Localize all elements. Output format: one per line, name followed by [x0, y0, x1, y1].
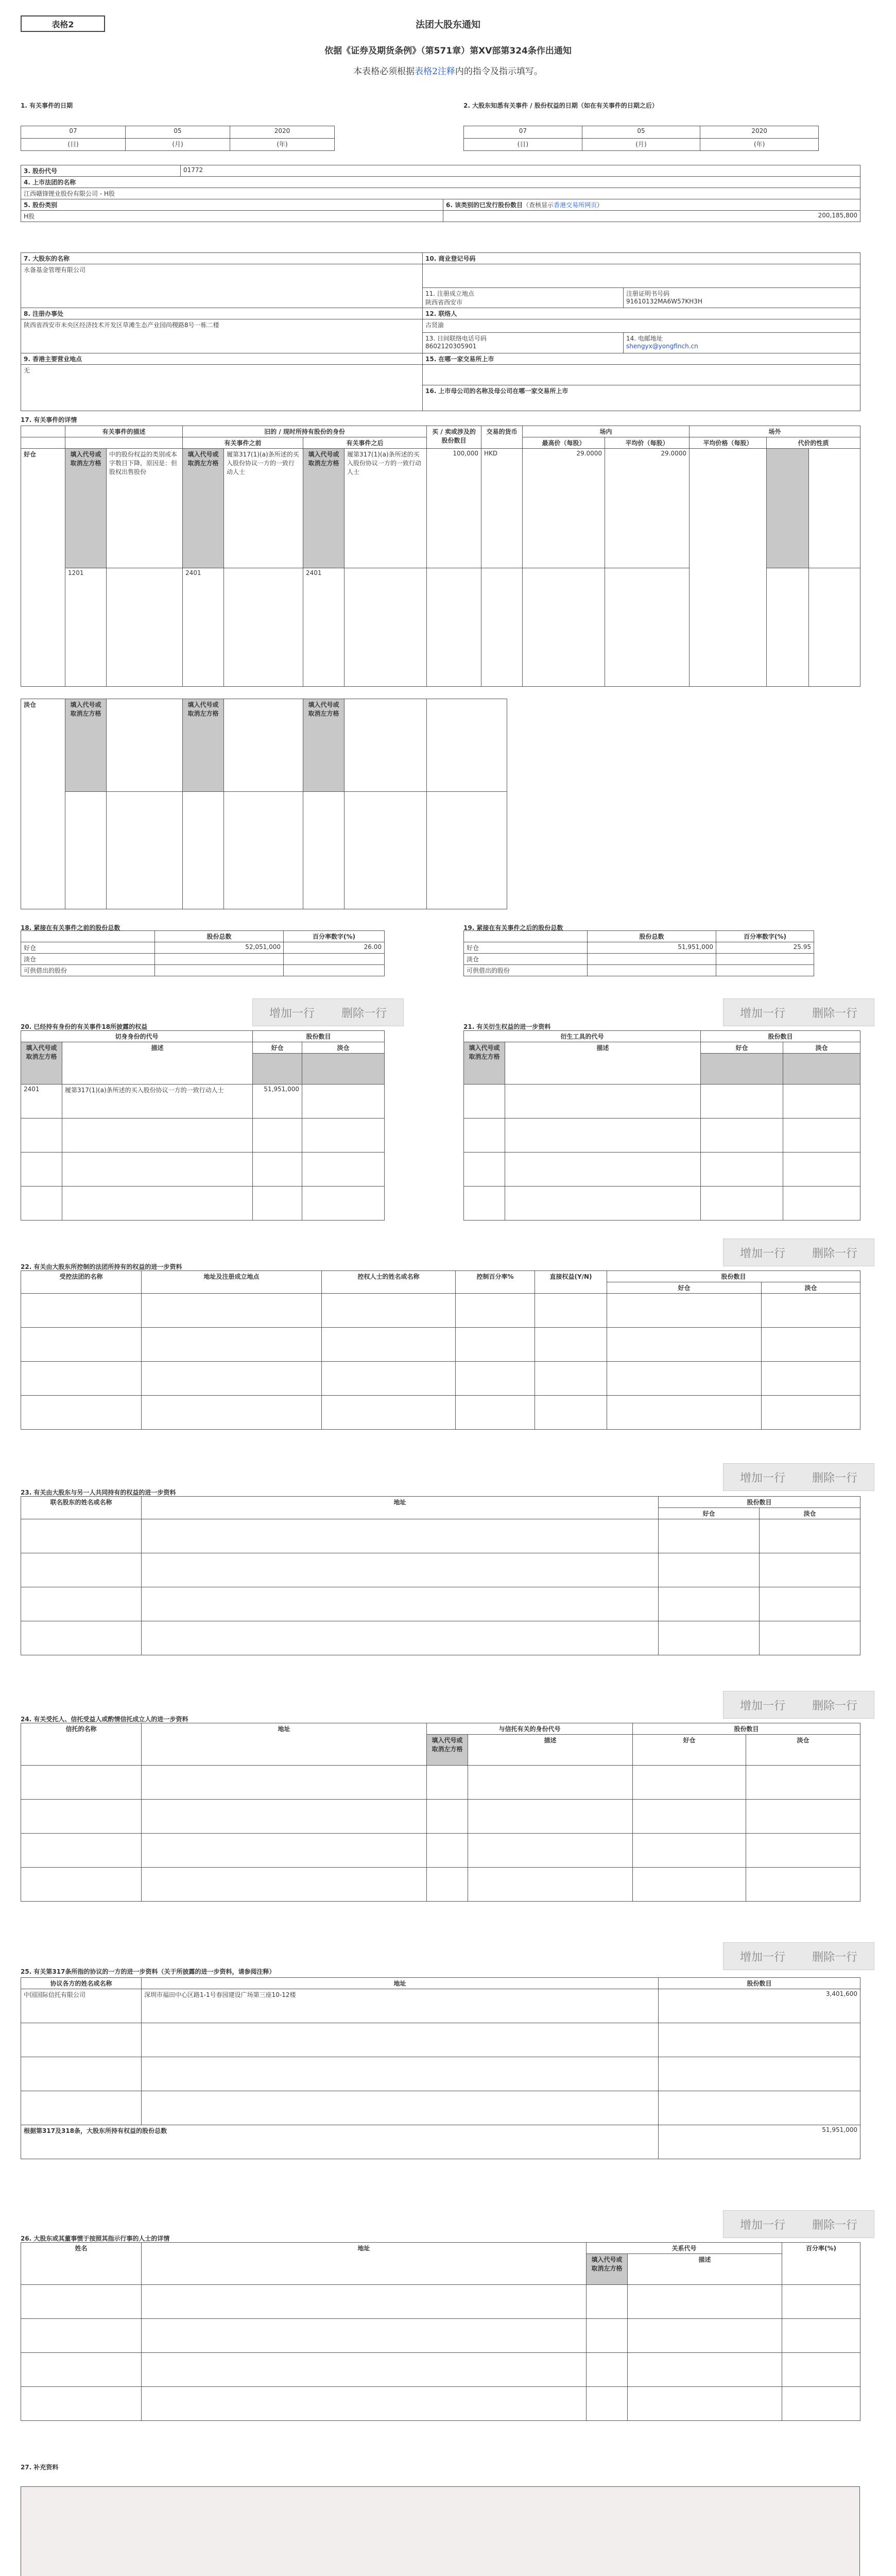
sec24-h-trust: 信托的名称 — [21, 1723, 142, 1766]
sec8-label: 8. 注册办事处 — [21, 308, 423, 319]
sec2-month[interactable]: 05 — [582, 126, 700, 139]
sec23-h-address: 地址 — [142, 1497, 659, 1519]
sec12-label: 12. 联络人 — [423, 308, 860, 319]
page-subtitle: 依据《证券及期货条例》（第571章）第XV部第324条作出通知 — [324, 46, 572, 56]
short-code-head-2: 填入代号或取消左方格 — [183, 699, 224, 792]
sec21-h-code: 衍生工具的代号 — [464, 1031, 701, 1042]
sec19-long-shares[interactable]: 51,951,000 — [588, 942, 716, 954]
sec11-cell[interactable]: 11. 注册成立地点 陕西省西安市 — [423, 288, 624, 308]
short-code-head-1: 填入代号或取消左方格 — [65, 699, 107, 792]
sec21-delete-row-button[interactable]: 删除一行 — [812, 1007, 857, 1020]
h-off-exchange: 场外 — [690, 426, 860, 437]
sec26-row-buttons — [723, 2210, 874, 2238]
issued-shares[interactable]: 200,185,800 — [443, 211, 860, 222]
sec25-table — [21, 1977, 860, 2159]
sec19-row-label: 好仓 — [464, 942, 588, 954]
off-avg-price[interactable] — [690, 449, 767, 687]
sec2-date — [463, 126, 819, 151]
holder-name[interactable]: 永备基金管理有限公司 — [21, 264, 423, 308]
stock-code[interactable]: 01772 — [181, 165, 860, 177]
sec25-delete-row-button[interactable]: 删除一行 — [812, 1951, 857, 1964]
sec20-h-shares: 股份数目 — [253, 1031, 385, 1042]
h-after: 有关事件之后 — [303, 437, 427, 449]
sec24-h-shares: 股份数目 — [633, 1723, 860, 1735]
sec24-code-head: 填入代号或取消左方格 — [427, 1735, 468, 1766]
sec2-label: 2. 大股东知悉有关事件 / 股份权益的日期（如在有关事件的日期之后） — [463, 102, 658, 109]
sec18-row-label: 淡仓 — [21, 954, 155, 965]
sec25-total-label: 根据第317及318条，大股东所持有权益的股份总数 — [21, 2125, 659, 2159]
sec25-h-address: 地址 — [142, 1978, 659, 1989]
sec23-h-shares: 股份数目 — [659, 1497, 860, 1508]
sec4-label: 4. 上市法团的名称 — [21, 177, 860, 188]
sec1-date — [21, 126, 335, 151]
sec19-row-label: 可供借出的股份 — [464, 965, 588, 976]
sec15-label: 15. 在哪一家交易所上市 — [423, 353, 860, 365]
sec24-h-long: 好仓 — [633, 1735, 746, 1766]
event-short-table — [21, 699, 507, 909]
sec20-row-desc[interactable]: 履第317(1)(a)条所述的买入股份协议一方的一致行动人士 — [62, 1084, 253, 1118]
sec18-short-pct[interactable] — [284, 954, 385, 965]
sec26-h-address: 地址 — [142, 2243, 587, 2285]
sec22-h-direct: 直接权益(Y/N) — [535, 1271, 607, 1294]
code-1[interactable]: 1201 — [65, 568, 107, 687]
sec21-h-short: 淡仓 — [783, 1042, 860, 1054]
sec1-year[interactable]: 2020 — [230, 126, 335, 139]
sec22-h-long: 好仓 — [607, 1282, 762, 1294]
h-before: 有关事件之前 — [183, 437, 303, 449]
sec16-label: 16. 上市母公司的名称及母公司在哪一家交易所上市 — [423, 385, 860, 411]
sec20-row-long[interactable]: 51,951,000 — [253, 1084, 302, 1118]
sec26-label: 26. 大股东或其董事惯于按照其指示行事的人士的详情 — [21, 2235, 170, 2242]
sec22-table — [21, 1270, 860, 1430]
code-head-1: 填入代号或取消左方格 — [65, 449, 107, 568]
h-on-exchange: 场内 — [523, 426, 690, 437]
sec21-h-long: 好仓 — [701, 1042, 783, 1054]
consideration-desc[interactable] — [809, 449, 860, 568]
code-head-3: 填入代号或取消左方格 — [303, 449, 344, 568]
sec18-long-pct[interactable]: 26.00 — [284, 942, 385, 954]
sec24-label: 24. 有关受托人、信托受益人或酌情信托成立人的进一步资料 — [21, 1716, 188, 1723]
sec10-label: 10. 商业登记号码 — [423, 253, 860, 264]
sec18-short-shares[interactable] — [155, 954, 284, 965]
sec2-day[interactable]: 07 — [464, 126, 582, 139]
sec2-unit-year: (年) — [700, 139, 819, 151]
sec23-add-row-button[interactable]: 增加一行 — [739, 1471, 785, 1485]
sec2-unit-month: (月) — [582, 139, 700, 151]
shares-involved[interactable]: 100,000 — [427, 449, 481, 568]
code-3[interactable]: 2401 — [303, 568, 344, 687]
sec22-label: 22. 有关由大股东所控制的法团所持有的权益的进一步资料 — [21, 1263, 182, 1270]
instruction: 本表格必须根据表格2注释内的指令及指示填写。 — [353, 66, 543, 77]
sec24-h-desc: 描述 — [468, 1735, 633, 1766]
sec7-label: 7. 大股东的名称 — [21, 253, 423, 264]
share-class[interactable]: H股 — [21, 211, 443, 222]
sec22-h-controller: 控权人士的姓名或名称 — [322, 1271, 456, 1294]
sec20-add-row-button[interactable]: 增加一行 — [269, 1007, 315, 1020]
sec18-row-label: 好仓 — [21, 942, 155, 954]
issuer-table — [21, 165, 860, 222]
h-consideration: 代价的性质 — [767, 437, 860, 449]
sec21-row-buttons — [723, 998, 874, 1026]
h-capacity: 旧的 / 现时所持有股份的身份 — [183, 426, 427, 437]
exchange-listed[interactable] — [423, 365, 860, 385]
sec3-label: 3. 股份代号 — [21, 165, 181, 177]
sec24-table — [21, 1723, 860, 1902]
sec25-row-shares[interactable]: 3,401,600 — [659, 1989, 860, 2023]
sec21-table — [463, 1030, 860, 1221]
sec19-short-shares[interactable] — [588, 954, 716, 965]
sec20-delete-row-button[interactable]: 删除一行 — [341, 1007, 387, 1020]
sec1-unit-month: (月) — [126, 139, 230, 151]
sec25-h-shares: 股份数目 — [659, 1978, 860, 1989]
h-shares-involved: 买 / 卖或涉及的股份数目 — [427, 426, 481, 449]
sec2-unit-day: (日) — [464, 139, 582, 151]
sec25-row-party[interactable]: 中国国际信托有限公司 — [21, 1989, 142, 2023]
sec1-label: 1. 有关事件的日期 — [21, 102, 73, 109]
sec20-h-long: 好仓 — [253, 1042, 302, 1054]
sec18-long-shares[interactable]: 52,051,000 — [155, 942, 284, 954]
sec5-label: 5. 股份类别 — [21, 199, 443, 211]
sec18-row-label: 可供借出的股份 — [21, 965, 155, 976]
sec26-h-name: 姓名 — [21, 2243, 142, 2285]
sec23-delete-row-button[interactable]: 删除一行 — [812, 1471, 857, 1485]
sec24-h-address: 地址 — [142, 1723, 427, 1766]
sec25-h-party: 协议各方的姓名或名称 — [21, 1978, 142, 1989]
h-highest: 最高价（每股） — [523, 437, 605, 449]
sec20-label: 20. 已经持有身份的有关事件18所披露的权益 — [21, 1023, 148, 1030]
sec25-total[interactable]: 51,951,000 — [659, 2125, 860, 2159]
sec19-long-pct[interactable]: 25.95 — [716, 942, 814, 954]
sec19-h2: 百分率数字(%) — [716, 931, 814, 942]
page-title: 法团大股东通知 — [416, 20, 480, 30]
contact-person[interactable]: 古贤渝 — [423, 319, 860, 333]
hkex-link[interactable]: 香港交易所网页 — [554, 201, 597, 209]
sec19-lending-shares[interactable] — [588, 965, 716, 976]
sec18-lending-pct[interactable] — [284, 965, 385, 976]
sec20-code-head: 填入代号或取消左方格 — [21, 1042, 62, 1084]
consideration-code[interactable] — [767, 449, 809, 568]
sec22-h-shares: 股份数目 — [607, 1271, 860, 1282]
sec26-add-row-button[interactable]: 增加一行 — [739, 2218, 785, 2232]
sec26-table — [21, 2242, 860, 2421]
sec20-h-desc: 描述 — [62, 1042, 253, 1084]
supplementary-info[interactable] — [21, 2486, 860, 2576]
sec2-year[interactable]: 2020 — [700, 126, 819, 139]
sec14-cell[interactable]: 14. 电邮地址 shengyx@yongfinch.cn — [624, 333, 860, 353]
instruction-link[interactable]: 表格2注释 — [415, 66, 455, 77]
sec19-h1: 股份总数 — [588, 931, 716, 942]
h-event-desc: 有关事件的描述 — [65, 426, 183, 437]
issuer-name[interactable]: 江西赣锋锂业股份有限公司 - H股 — [21, 188, 860, 199]
sec25-label: 25. 有关第317条所指的协议的一方的进一步资料（关于所披露的进一步资料，请参阅注释） — [21, 1968, 275, 1975]
sec20-row-buttons — [252, 998, 404, 1026]
sec22-add-row-button[interactable]: 增加一行 — [739, 1247, 785, 1260]
short-code-head-3: 填入代号或取消左方格 — [303, 699, 344, 792]
before-totals-table — [21, 930, 385, 976]
sec25-row-buttons — [723, 1942, 874, 1970]
sec1-month[interactable]: 05 — [126, 126, 230, 139]
long-label: 好仓 — [21, 449, 65, 687]
sec23-h-name: 联名股东的姓名或名称 — [21, 1497, 142, 1519]
sec19-short-pct[interactable] — [716, 954, 814, 965]
average-price[interactable]: 29.0000 — [605, 449, 690, 568]
sec1-day[interactable]: 07 — [21, 126, 126, 139]
sec19-row-label: 淡仓 — [464, 954, 588, 965]
sec11b-cell[interactable]: 注册证明书号码 91610132MA6W57KH3H — [624, 288, 860, 308]
sec19-lending-pct[interactable] — [716, 965, 814, 976]
sec18-lending-shares[interactable] — [155, 965, 284, 976]
sec26-code-head: 填入代号或取消左方格 — [587, 2254, 628, 2285]
sec26-h-percent: 百分率(%) — [782, 2243, 860, 2285]
sec21-add-row-button[interactable]: 增加一行 — [739, 1007, 785, 1020]
sec23-label: 23. 有关由大股东与另一人共同持有的权益的进一步资料 — [21, 1489, 176, 1496]
code-2[interactable]: 2401 — [183, 568, 224, 687]
business-reg-no[interactable] — [423, 264, 860, 288]
sec24-row-buttons — [723, 1691, 874, 1719]
before-desc[interactable]: 履第317(1)(a)条所述的买入股份协议一方的一致行动人士 — [224, 449, 303, 568]
sec20-row-short[interactable] — [302, 1084, 385, 1118]
h-currency: 交易的货币 — [481, 426, 523, 449]
sec23-table — [21, 1496, 860, 1655]
sec26-h-desc: 描述 — [628, 2254, 782, 2285]
sec1-unit-year: (年) — [230, 139, 335, 151]
sec24-h-short: 淡仓 — [746, 1735, 860, 1766]
sec27-label: 27. 补充资料 — [21, 2464, 59, 2471]
sec23-h-long: 好仓 — [659, 1508, 760, 1519]
sec26-delete-row-button[interactable]: 删除一行 — [812, 2218, 857, 2232]
registered-office[interactable]: 陕西省西安市未央区经济技术开发区草滩生态产业园尚稷路8号一栋二楼 — [21, 319, 423, 353]
sec22-h-address: 地址及注册成立地点 — [142, 1271, 322, 1294]
sec21-h-shares: 股份数目 — [701, 1031, 860, 1042]
sec20-table — [21, 1030, 385, 1221]
sec21-code-head: 填入代号或取消左方格 — [464, 1042, 505, 1084]
sec1-unit-day: (日) — [21, 139, 126, 151]
sec23-h-short: 淡仓 — [760, 1508, 860, 1519]
sec22-h-short: 淡仓 — [762, 1282, 860, 1294]
sec22-h-percent: 控制百分率% — [456, 1271, 535, 1294]
h-average: 平均价（每股） — [605, 437, 690, 449]
form-tag: 表格2 — [21, 15, 105, 32]
currency[interactable]: HKD — [481, 449, 523, 568]
sec25-add-row-button[interactable]: 增加一行 — [739, 1951, 785, 1964]
event-details-table — [21, 426, 860, 687]
after-totals-table — [463, 930, 814, 976]
sec18-h1: 股份总数 — [155, 931, 284, 942]
short-label: 淡仓 — [21, 699, 65, 909]
sec19-label: 19. 紧接在有关事件之后的股份总数 — [463, 924, 563, 931]
sec18-h2: 百分率数字(%) — [284, 931, 385, 942]
holder-table — [21, 252, 860, 411]
event-desc[interactable]: 中的股份权益的类别或本字数目下降，原因是：但股权出售股份 — [107, 449, 183, 568]
sec21-h-desc: 描述 — [505, 1042, 701, 1084]
code-head-2: 填入代号或取消左方格 — [183, 449, 224, 568]
sec24-add-row-button[interactable]: 增加一行 — [739, 1699, 785, 1713]
sec24-delete-row-button[interactable]: 删除一行 — [812, 1699, 857, 1713]
sec20-row-code[interactable]: 2401 — [21, 1084, 62, 1118]
sec21-label: 21. 有关衍生权益的进一步资料 — [463, 1023, 551, 1030]
sec22-delete-row-button[interactable]: 删除一行 — [812, 1247, 857, 1260]
sec13-cell[interactable]: 13. 日间联络电话号码 8602120305901 — [423, 333, 624, 353]
sec18-label: 18. 紧接在有关事件之前的股份总数 — [21, 924, 120, 931]
sec22-row-buttons — [723, 1239, 874, 1266]
sec6-label: 6. 该类别的已发行股份数目（查核显示香港交易所网页） — [443, 199, 860, 211]
sec9-label: 9. 香港主要营业地点 — [21, 353, 423, 365]
h-avg-price: 平均价格（每股） — [690, 437, 767, 449]
hk-place-of-business[interactable]: 无 — [21, 365, 423, 411]
sec25-row-address[interactable]: 深圳市福田中心区路1-1号春园建设广场第三座10-12楼 — [142, 1989, 659, 2023]
sec22-h-name: 受控法团的名称 — [21, 1271, 142, 1294]
sec23-row-buttons — [723, 1463, 874, 1491]
highest-price[interactable]: 29.0000 — [523, 449, 605, 568]
sec20-h-identity: 切身身份的代号 — [21, 1031, 253, 1042]
sec26-h-relation: 关系代号 — [587, 2243, 782, 2254]
after-desc[interactable]: 履第317(1)(a)条所述的买入股份协议一方的一致行动人士 — [344, 449, 427, 568]
sec17-label: 17. 有关事件的详情 — [21, 416, 77, 423]
sec20-h-short: 淡仓 — [302, 1042, 385, 1054]
sec24-h-capacity: 与信托有关的身份代号 — [427, 1723, 633, 1735]
